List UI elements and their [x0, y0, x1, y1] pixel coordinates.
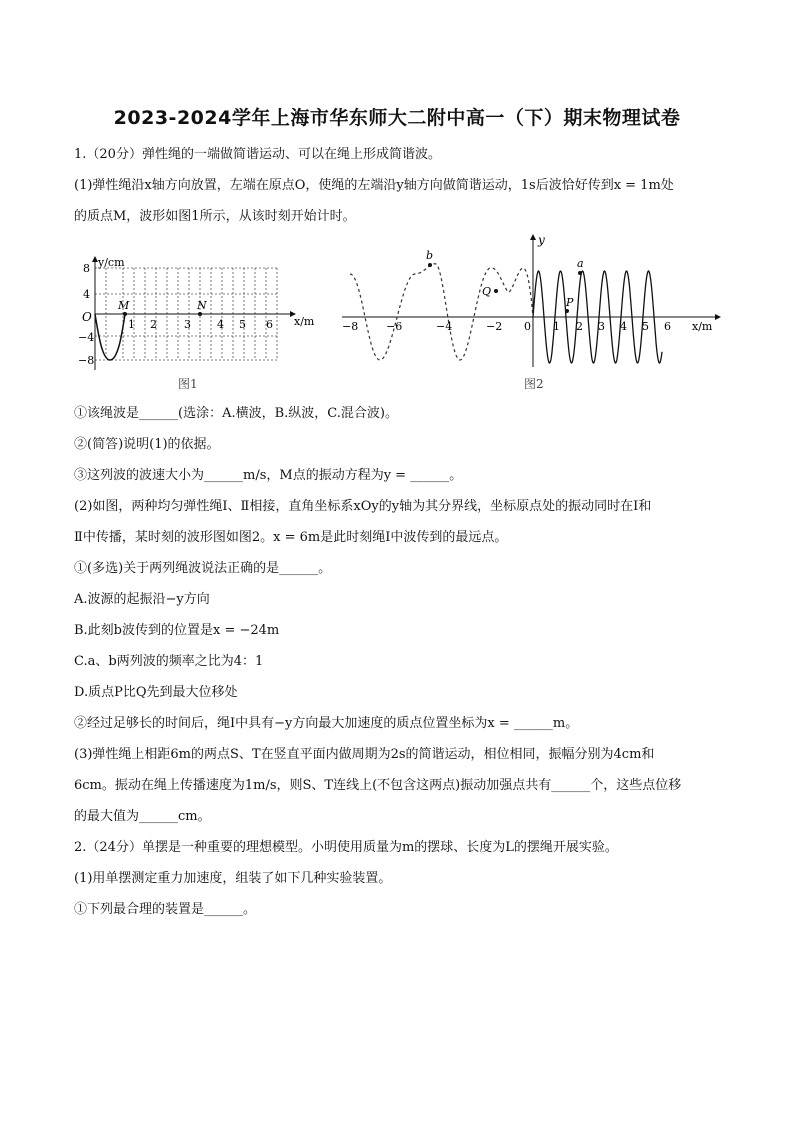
figure-2-x-tick: −6	[386, 320, 403, 333]
figure-1-point-N: N	[197, 299, 207, 312]
q1-part3-line3: 的最大值为______cm。	[74, 809, 211, 824]
figure-2-point-b: b	[426, 249, 434, 262]
figure-1-y-tick: −8	[78, 354, 95, 367]
figure-1-x-tick: 6	[266, 318, 273, 331]
figure-1-origin: O	[82, 310, 92, 324]
q1-1-c: ③这列波的波速大小为______m/s，M点的振动方程为y = ______。	[74, 468, 463, 483]
q1-part2-line2: Ⅱ中传播，某时刻的波形图如图2。x = 6m是此时刻绳Ⅰ中波传到的最远点。	[74, 530, 508, 545]
figure-1-x-tick: 1	[128, 318, 135, 331]
q1-part3-line2: 6cm。振动在绳上传播速度为1m/s，则S、T连线上(不包含这两点)振动加强点共有______个，这些点位移	[74, 778, 682, 793]
figure-2-x-tick: −2	[486, 320, 503, 333]
q1-2-b: ②经过足够长的时间后，绳Ⅰ中具有−y方向最大加速度的质点位置坐标为x = ______m。	[74, 716, 579, 731]
q1-1-a: ①该绳波是______(选涂：A.横波，B.纵波，C.混合波)。	[74, 406, 398, 421]
point-N-marker	[198, 312, 202, 316]
option-A: A.波源的起振沿−y方向	[74, 592, 210, 607]
figure-2-y-label: y	[538, 233, 545, 247]
figure-2-x-tick: 5	[642, 320, 649, 333]
point-P-marker	[565, 309, 569, 313]
q2-1-a: ①下列最合理的装置是______。	[74, 902, 257, 917]
figure-1-point-M: M	[118, 299, 130, 312]
figure-2-x-tick: −8	[342, 320, 359, 333]
figure-1-x-tick: 4	[217, 318, 224, 331]
figure-2	[340, 232, 730, 372]
q1-intro: 1.（20分）弹性绳的一端做简谐运动、可以在绳上形成简谐波。	[74, 147, 441, 162]
figure-2-x-tick: 3	[598, 320, 605, 333]
q1-part1-line2: 的质点M，波形如图1所示，从该时刻开始计时。	[74, 209, 356, 224]
q1-2-a: ①(多选)关于两列绳波说法正确的是______。	[74, 561, 332, 576]
option-B: B.此刻b波传到的位置是x = −24m	[74, 623, 280, 638]
q1-part3-line1: (3)弹性绳上相距6m的两点S、T在竖直平面内做周期为2s的简谐运动，相位相同，振幅分别为4cm和	[74, 747, 655, 762]
figure-1-y-tick: −4	[78, 331, 95, 344]
figure-2-x-tick: 0	[524, 320, 531, 333]
option-C: C.a、b两列波的频率之比为4：1	[74, 654, 264, 669]
q1-1-b: ②(简答)说明(1)的依据。	[74, 437, 220, 452]
q2-part1: (1)用单摆测定重力加速度，组装了如下几种实验装置。	[74, 871, 392, 886]
figure-2-x-tick: 6	[664, 320, 671, 333]
figure-1-caption: 图1	[178, 377, 198, 391]
figure-1-x-tick: 5	[239, 318, 246, 331]
arrow-up-icon	[530, 234, 536, 240]
q2-intro: 2.（24分）单摆是一种重要的理想模型。小明使用质量为m的摆球、长度为L的摆绳开展实验。	[74, 840, 618, 855]
figure-1-y-tick: 4	[83, 288, 90, 301]
q1-part1-line1: (1)弹性绳沿x轴方向放置，左端在原点O，使绳的左端沿y轴方向做简谐运动，1s后波恰好传到x = 1m处	[74, 178, 674, 193]
figure-1-x-tick: 2	[150, 318, 157, 331]
figure-2-caption: 图2	[524, 377, 544, 391]
figure-2-x-label: x/m	[692, 320, 713, 333]
figure-1	[80, 252, 330, 382]
page-title: 2023-2024学年上海市华东师大二附中高一（下）期末物理试卷	[113, 107, 681, 129]
figure-2-x-tick: 4	[620, 320, 627, 333]
point-Q-marker	[494, 289, 498, 293]
figure-2-x-tick: −4	[436, 320, 453, 333]
point-b-marker	[428, 263, 432, 267]
figure-1-x-label: x/m	[294, 315, 315, 328]
figure-1-x-tick: 3	[184, 318, 191, 331]
point-a-marker	[578, 271, 582, 275]
q1-part2-line1: (2)如图，两种均匀弹性绳Ⅰ、Ⅱ相接，直角坐标系xOy的y轴为其分界线，坐标原点处的振动同时在Ⅰ和	[74, 499, 652, 514]
figure-1-y-tick: 8	[83, 262, 90, 275]
figure-2-point-Q: Q	[482, 285, 492, 298]
figure-1-wave	[95, 314, 125, 360]
figure-2-point-P: P	[566, 296, 574, 309]
figure-2-point-a: a	[577, 257, 584, 270]
figure-2-x-tick: 1	[553, 320, 560, 333]
option-D: D.质点P比Q先到最大位移处	[74, 685, 238, 700]
arrow-right-icon	[715, 314, 721, 320]
figure-2-wave-left	[350, 264, 533, 360]
figure-2-x-tick: 2	[576, 320, 583, 333]
figure-1-y-label: y/cm	[98, 256, 125, 269]
point-M-marker	[123, 312, 127, 316]
